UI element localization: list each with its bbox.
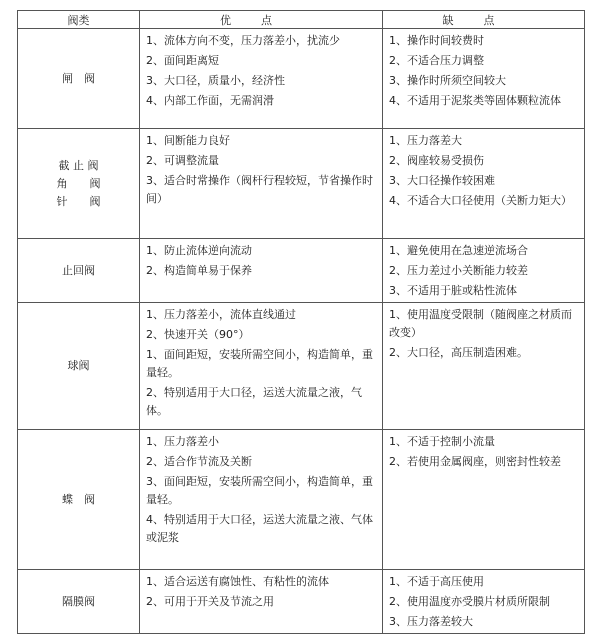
table-row <box>18 570 585 634</box>
con-item: 1、压力落差大 <box>389 134 462 147</box>
table-row <box>18 129 585 239</box>
valve-comparison-table <box>17 10 585 634</box>
pros-cell <box>140 430 383 570</box>
con-item: 2、压力差过小关断能力较差 <box>389 264 528 277</box>
con-item: 2、若使用金属阀座，则密封性较差 <box>389 455 561 468</box>
cons-list <box>383 239 584 300</box>
pros-list <box>140 430 382 547</box>
valve-type-label: 隔膜阀 <box>62 594 95 608</box>
cons-list <box>383 430 584 471</box>
valve-type-label: 针 阀 <box>56 194 101 208</box>
con-item: 4、不适用于泥浆类等固体颗粒流体 <box>389 94 561 107</box>
pro-item: 1、间断能力良好 <box>146 134 230 147</box>
con-item: 1、操作时间较费时 <box>389 34 484 47</box>
pro-item: 3、面间距短，安装所需空间小，构造简单，重量轻。 <box>146 475 373 506</box>
table-row <box>18 430 585 570</box>
con-item: 1、不适于高压使用 <box>389 575 484 588</box>
pros-list <box>140 29 382 110</box>
pros-list <box>140 303 382 420</box>
valve-type-label: 蝶 阀 <box>62 492 95 506</box>
cons-cell <box>383 29 585 129</box>
pro-item: 2、面间距离短 <box>146 54 219 67</box>
table-row <box>18 239 585 303</box>
con-item: 2、阀座较易受损伤 <box>389 154 484 167</box>
con-item: 1、避免使用在急速逆流场合 <box>389 244 528 257</box>
pros-cell <box>140 239 383 303</box>
cons-cell <box>383 570 585 634</box>
con-item: 1、使用温度受限制（随阀座之材质而改变） <box>389 308 572 339</box>
pros-cell <box>140 570 383 634</box>
pro-item: 1、适合运送有腐蚀性、有粘性的流体 <box>146 575 329 588</box>
con-item: 4、不适合大口径使用（关断力矩大） <box>389 194 572 207</box>
con-item: 2、大口径，高压制造困难。 <box>389 346 528 359</box>
valve-type-cell <box>18 29 140 129</box>
table-row <box>18 29 585 129</box>
pro-item: 2、特别适用于大口径，运送大流量之液，气体。 <box>146 386 362 417</box>
header-cons: 缺点 <box>383 11 585 29</box>
pro-item: 1、防止流体逆向流动 <box>146 244 252 257</box>
valve-type-cell <box>18 239 140 303</box>
valve-type-label: 止回阀 <box>62 263 95 277</box>
valve-type-label: 闸 阀 <box>62 71 95 85</box>
cons-cell <box>383 239 585 303</box>
con-item: 2、不适合压力调整 <box>389 54 484 67</box>
pro-item: 2、可调整流量 <box>146 154 219 167</box>
table-header-row <box>18 11 585 29</box>
valve-type-label: 角 阀 <box>56 176 101 190</box>
cons-list <box>383 129 584 210</box>
pro-item: 4、特别适用于大口径，运送大流量之液、气体或泥浆 <box>146 513 373 544</box>
con-item: 3、压力落差较大 <box>389 615 473 628</box>
pros-cell <box>140 303 383 430</box>
pro-item: 3、大口径，质量小，经济性 <box>146 74 285 87</box>
pro-item: 2、快速开关（90°） <box>146 328 250 341</box>
valve-type-cell <box>18 570 140 634</box>
valve-type-cell <box>18 303 140 430</box>
table-row <box>18 303 585 430</box>
cons-list <box>383 29 584 110</box>
pros-cell <box>140 129 383 239</box>
cons-list <box>383 303 584 362</box>
pros-list <box>140 239 382 280</box>
cons-cell <box>383 303 585 430</box>
con-item: 1、不适于控制小流量 <box>389 435 495 448</box>
pro-item: 1、流体方向不变，压力落差小，扰流少 <box>146 34 340 47</box>
valve-type-cell <box>18 430 140 570</box>
cons-list <box>383 570 584 631</box>
pro-item: 2、可用于开关及节流之用 <box>146 595 274 608</box>
pro-item: 1、压力落差小 <box>146 435 219 448</box>
pros-list <box>140 129 382 208</box>
pro-item: 3、适合时常操作（阀杆行程较短，节省操作时间） <box>146 174 373 205</box>
pros-list <box>140 570 382 611</box>
cons-cell <box>383 129 585 239</box>
pro-item: 1、压力落差小，流体直线通过 <box>146 308 296 321</box>
valve-type-cell <box>18 129 140 239</box>
con-item: 3、大口径操作较困难 <box>389 174 495 187</box>
valve-type-label: 球阀 <box>67 359 90 372</box>
cons-cell <box>383 430 585 570</box>
pros-cell <box>140 29 383 129</box>
pro-item: 2、适合作节流及关断 <box>146 455 252 468</box>
header-pros: 优点 <box>140 11 383 29</box>
pro-item: 1、面间距短，安装所需空间小，构造简单，重量轻。 <box>146 348 373 379</box>
header-type: 阀类 <box>18 11 140 29</box>
con-item: 2、使用温度亦受膜片材质所限制 <box>389 595 550 608</box>
pro-item: 4、内部工作面，无需润滑 <box>146 94 274 107</box>
con-item: 3、操作时所须空间较大 <box>389 74 506 87</box>
valve-type-label: 截 止 阀 <box>58 158 99 172</box>
pro-item: 2、构造简单易于保养 <box>146 264 252 277</box>
con-item: 3、不适用于脏或粘性流体 <box>389 284 517 297</box>
